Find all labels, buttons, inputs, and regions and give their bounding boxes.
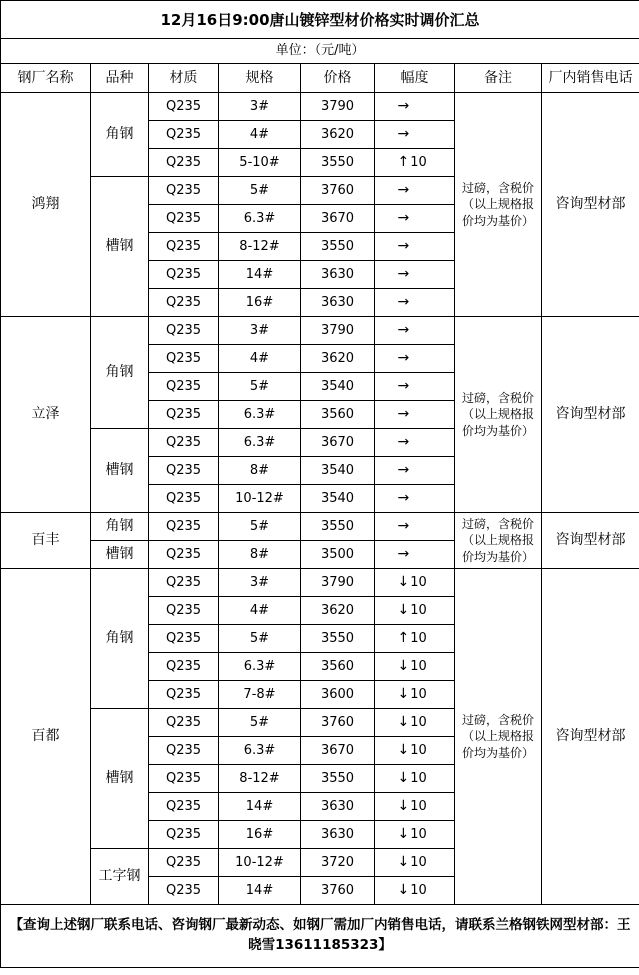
variety-name: 角钢	[91, 93, 149, 177]
change-amount: 10	[410, 883, 427, 899]
down-arrow-icon: ↓	[397, 574, 410, 591]
right-arrow-icon: →	[397, 518, 410, 535]
grade-cell: Q235	[149, 121, 219, 149]
right-arrow-icon: →	[397, 378, 410, 395]
change-cell	[375, 121, 455, 149]
right-arrow-icon: →	[397, 462, 410, 479]
grade-cell: Q235	[149, 653, 219, 681]
right-arrow-icon: →	[397, 434, 410, 451]
price-cell: 3550	[301, 513, 375, 541]
change-amount: 10	[410, 743, 427, 759]
price-cell: 3760	[301, 877, 375, 905]
change-indicator	[398, 714, 432, 731]
spec-cell: 8#	[219, 457, 301, 485]
change-indicator	[398, 854, 432, 871]
grade-cell: Q235	[149, 765, 219, 793]
variety-name: 槽钢	[91, 541, 149, 569]
header-spec: 规格	[219, 64, 301, 93]
sales-phone-cell: 咨询型材部	[542, 569, 639, 905]
down-arrow-icon: ↓	[397, 770, 410, 787]
grade-cell: Q235	[149, 625, 219, 653]
spec-cell: 6.3#	[219, 401, 301, 429]
price-cell: 3540	[301, 373, 375, 401]
change-cell	[375, 205, 455, 233]
spec-cell: 6.3#	[219, 653, 301, 681]
down-arrow-icon: ↓	[397, 882, 410, 899]
change-indicator	[398, 378, 432, 395]
header-grade: 材质	[149, 64, 219, 93]
change-cell	[375, 345, 455, 373]
note-cell: 过磅，含税价（以上规格报价均为基价）	[455, 93, 542, 317]
change-amount: 10	[410, 799, 427, 815]
table-row	[1, 317, 639, 345]
change-amount: 10	[410, 659, 427, 675]
footer-contact-note: 【查询上述钢厂联系电话、咨询钢厂最新动态、如钢厂需加厂内销售电话，请联系兰格钢铁网型材部：王晓雪13611185323】	[1, 905, 639, 968]
right-arrow-icon: →	[397, 350, 410, 367]
spec-cell: 5#	[219, 625, 301, 653]
change-cell	[375, 765, 455, 793]
variety-name: 槽钢	[91, 429, 149, 513]
change-cell	[375, 681, 455, 709]
change-amount: 10	[410, 603, 427, 619]
grade-cell: Q235	[149, 541, 219, 569]
change-cell	[375, 849, 455, 877]
right-arrow-icon: →	[397, 406, 410, 423]
change-amount: 10	[410, 155, 427, 171]
up-arrow-icon: ↑	[397, 154, 410, 171]
header-sales-phone: 厂内销售电话	[542, 64, 639, 93]
grade-cell: Q235	[149, 513, 219, 541]
grade-cell: Q235	[149, 233, 219, 261]
change-indicator	[398, 490, 432, 507]
change-indicator	[398, 98, 432, 115]
grade-cell: Q235	[149, 317, 219, 345]
change-cell	[375, 317, 455, 345]
price-cell: 3630	[301, 821, 375, 849]
up-arrow-icon: ↑	[397, 630, 410, 647]
table-row	[1, 93, 639, 121]
spec-cell: 3#	[219, 317, 301, 345]
header-change: 幅度	[375, 64, 455, 93]
spec-cell: 8-12#	[219, 765, 301, 793]
down-arrow-icon: ↓	[397, 854, 410, 871]
change-amount: 10	[410, 855, 427, 871]
change-cell	[375, 877, 455, 905]
change-indicator	[398, 546, 432, 563]
table-row	[1, 569, 639, 597]
price-cell: 3560	[301, 401, 375, 429]
price-cell: 3670	[301, 205, 375, 233]
grade-cell: Q235	[149, 149, 219, 177]
spec-cell: 7-8#	[219, 681, 301, 709]
right-arrow-icon: →	[397, 490, 410, 507]
spec-cell: 10-12#	[219, 485, 301, 513]
spec-cell: 16#	[219, 821, 301, 849]
price-cell: 3620	[301, 121, 375, 149]
change-indicator	[398, 182, 432, 199]
change-indicator	[398, 294, 432, 311]
factory-name: 百都	[1, 569, 91, 905]
price-cell: 3790	[301, 93, 375, 121]
price-cell: 3630	[301, 289, 375, 317]
change-indicator	[398, 630, 432, 647]
price-cell: 3760	[301, 177, 375, 205]
change-cell	[375, 541, 455, 569]
grade-cell: Q235	[149, 457, 219, 485]
variety-name: 角钢	[91, 513, 149, 541]
table-row	[1, 513, 639, 541]
spec-cell: 10-12#	[219, 849, 301, 877]
change-indicator	[398, 350, 432, 367]
change-indicator	[398, 238, 432, 255]
price-cell: 3620	[301, 345, 375, 373]
change-cell	[375, 289, 455, 317]
grade-cell: Q235	[149, 485, 219, 513]
change-indicator	[398, 742, 432, 759]
change-cell	[375, 457, 455, 485]
note-cell: 过磅，含税价（以上规格报价均为基价）	[455, 569, 542, 905]
change-indicator	[398, 266, 432, 283]
grade-cell: Q235	[149, 737, 219, 765]
change-cell	[375, 149, 455, 177]
price-cell: 3550	[301, 233, 375, 261]
down-arrow-icon: ↓	[397, 826, 410, 843]
variety-name: 槽钢	[91, 177, 149, 317]
change-amount: 10	[410, 827, 427, 843]
spec-cell: 14#	[219, 261, 301, 289]
right-arrow-icon: →	[397, 322, 410, 339]
price-cell: 3630	[301, 793, 375, 821]
change-cell	[375, 485, 455, 513]
spec-cell: 14#	[219, 877, 301, 905]
variety-name: 角钢	[91, 569, 149, 709]
sales-phone-cell: 咨询型材部	[542, 93, 639, 317]
footer-row	[1, 905, 639, 968]
change-indicator	[398, 434, 432, 451]
change-indicator	[398, 770, 432, 787]
grade-cell: Q235	[149, 93, 219, 121]
change-indicator	[398, 518, 432, 535]
spec-cell: 5#	[219, 177, 301, 205]
down-arrow-icon: ↓	[397, 798, 410, 815]
change-cell	[375, 625, 455, 653]
price-cell: 3550	[301, 149, 375, 177]
change-cell	[375, 513, 455, 541]
grade-cell: Q235	[149, 177, 219, 205]
price-cell: 3550	[301, 765, 375, 793]
note-cell: 过磅，含税价（以上规格报价均为基价）	[455, 317, 542, 513]
factory-name: 立泽	[1, 317, 91, 513]
note-cell: 过磅，含税价（以上规格报价均为基价）	[455, 513, 542, 569]
grade-cell: Q235	[149, 569, 219, 597]
price-cell: 3600	[301, 681, 375, 709]
change-cell	[375, 597, 455, 625]
change-cell	[375, 709, 455, 737]
change-indicator	[398, 126, 432, 143]
price-cell: 3500	[301, 541, 375, 569]
right-arrow-icon: →	[397, 210, 410, 227]
spec-cell: 4#	[219, 121, 301, 149]
header-price: 价格	[301, 64, 375, 93]
grade-cell: Q235	[149, 597, 219, 625]
grade-cell: Q235	[149, 793, 219, 821]
price-cell: 3720	[301, 849, 375, 877]
price-cell: 3790	[301, 317, 375, 345]
header-row	[1, 64, 639, 93]
grade-cell: Q235	[149, 709, 219, 737]
change-cell	[375, 261, 455, 289]
change-amount: 10	[410, 575, 427, 591]
spec-cell: 5-10#	[219, 149, 301, 177]
change-cell	[375, 373, 455, 401]
spec-cell: 5#	[219, 709, 301, 737]
spec-cell: 8#	[219, 541, 301, 569]
change-indicator	[398, 658, 432, 675]
spec-cell: 6.3#	[219, 737, 301, 765]
change-indicator	[398, 798, 432, 815]
sales-phone-cell: 咨询型材部	[542, 513, 639, 569]
variety-name: 槽钢	[91, 709, 149, 849]
variety-name: 工字钢	[91, 849, 149, 905]
right-arrow-icon: →	[397, 266, 410, 283]
sales-phone-cell: 咨询型材部	[542, 317, 639, 513]
header-note: 备注	[455, 64, 542, 93]
down-arrow-icon: ↓	[397, 658, 410, 675]
change-cell	[375, 569, 455, 597]
change-indicator	[398, 882, 432, 899]
right-arrow-icon: →	[397, 546, 410, 563]
change-cell	[375, 93, 455, 121]
factory-name: 百丰	[1, 513, 91, 569]
change-cell	[375, 401, 455, 429]
right-arrow-icon: →	[397, 182, 410, 199]
price-cell: 3790	[301, 569, 375, 597]
header-variety: 品种	[91, 64, 149, 93]
price-cell: 3760	[301, 709, 375, 737]
spec-cell: 5#	[219, 373, 301, 401]
grade-cell: Q235	[149, 849, 219, 877]
grade-cell: Q235	[149, 821, 219, 849]
variety-name: 角钢	[91, 317, 149, 429]
change-indicator	[398, 826, 432, 843]
change-indicator	[398, 686, 432, 703]
down-arrow-icon: ↓	[397, 742, 410, 759]
spec-cell: 4#	[219, 345, 301, 373]
change-cell	[375, 233, 455, 261]
down-arrow-icon: ↓	[397, 714, 410, 731]
change-indicator	[398, 574, 432, 591]
change-amount: 10	[410, 771, 427, 787]
change-cell	[375, 653, 455, 681]
page-title: 12月16日9:00唐山镀锌型材价格实时调价汇总	[1, 1, 639, 39]
grade-cell: Q235	[149, 373, 219, 401]
price-cell: 3540	[301, 457, 375, 485]
grade-cell: Q235	[149, 401, 219, 429]
spec-cell: 14#	[219, 793, 301, 821]
down-arrow-icon: ↓	[397, 602, 410, 619]
grade-cell: Q235	[149, 345, 219, 373]
price-cell: 3670	[301, 737, 375, 765]
change-indicator	[398, 602, 432, 619]
change-cell	[375, 429, 455, 457]
grade-cell: Q235	[149, 429, 219, 457]
spec-cell: 4#	[219, 597, 301, 625]
factory-name: 鸿翔	[1, 93, 91, 317]
price-cell: 3560	[301, 653, 375, 681]
change-amount: 10	[410, 715, 427, 731]
spec-cell: 5#	[219, 513, 301, 541]
change-indicator	[398, 210, 432, 227]
spec-cell: 8-12#	[219, 233, 301, 261]
price-cell: 3620	[301, 597, 375, 625]
right-arrow-icon: →	[397, 126, 410, 143]
change-cell	[375, 793, 455, 821]
change-cell	[375, 177, 455, 205]
spec-cell: 3#	[219, 569, 301, 597]
right-arrow-icon: →	[397, 98, 410, 115]
change-amount: 10	[410, 631, 427, 647]
spec-cell: 3#	[219, 93, 301, 121]
unit-label: 单位：（元/吨）	[1, 39, 639, 64]
spec-cell: 6.3#	[219, 205, 301, 233]
change-indicator	[398, 406, 432, 423]
header-factory: 钢厂名称	[1, 64, 91, 93]
change-amount: 10	[410, 687, 427, 703]
grade-cell: Q235	[149, 877, 219, 905]
spec-cell: 16#	[219, 289, 301, 317]
right-arrow-icon: →	[397, 238, 410, 255]
down-arrow-icon: ↓	[397, 686, 410, 703]
change-cell	[375, 821, 455, 849]
price-cell: 3540	[301, 485, 375, 513]
grade-cell: Q235	[149, 261, 219, 289]
change-indicator	[398, 154, 432, 171]
right-arrow-icon: →	[397, 294, 410, 311]
price-cell: 3630	[301, 261, 375, 289]
change-indicator	[398, 462, 432, 479]
change-cell	[375, 737, 455, 765]
price-cell: 3550	[301, 625, 375, 653]
grade-cell: Q235	[149, 205, 219, 233]
grade-cell: Q235	[149, 681, 219, 709]
spec-cell: 6.3#	[219, 429, 301, 457]
price-cell: 3670	[301, 429, 375, 457]
grade-cell: Q235	[149, 289, 219, 317]
change-indicator	[398, 322, 432, 339]
